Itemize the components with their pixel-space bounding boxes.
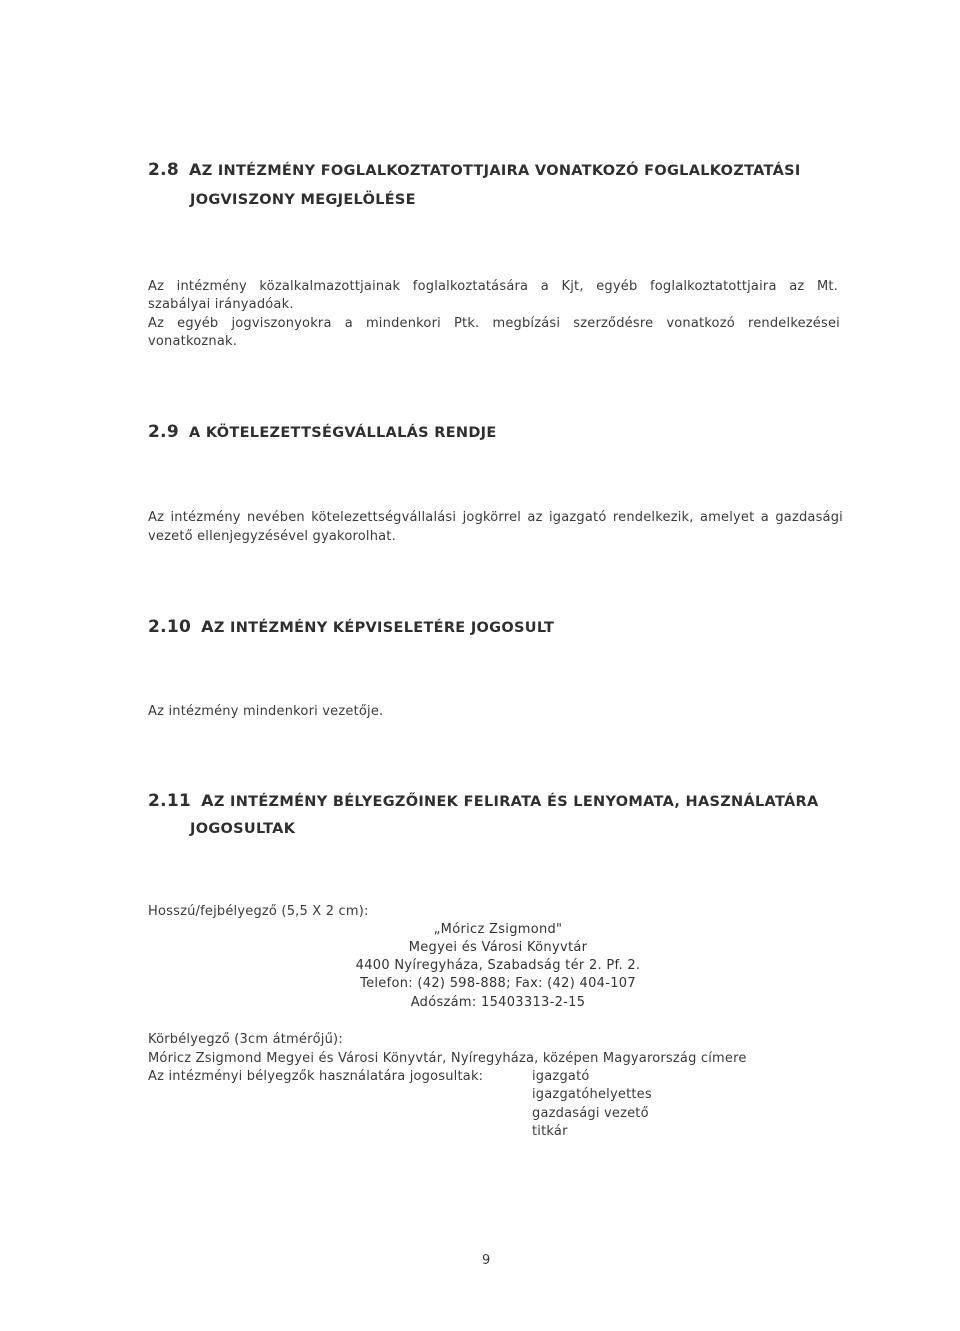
long-stamp-line: 4400 Nyíregyháza, Szabadság tér 2. Pf. 2. — [355, 958, 641, 973]
stamp-user: gazdasági vezető — [532, 1106, 649, 1121]
section-number: 2.10 — [148, 617, 192, 637]
stamp-user: titkár — [532, 1124, 568, 1139]
round-stamp-label: Körbélyegző (3cm átmérőjű): — [148, 1032, 343, 1047]
section-2-11-heading: 2.11 AZ INTÉZMÉNY BÉLYEGZŐINEK FELIRATA ÉS LENYOMATA, HASZNÁLATÁRA — [148, 791, 819, 811]
section-2-8-para-line: Az egyéb jogviszonyokra a mindenkori Ptk. megbízási szerződésre vonatkozó rendelkezései — [148, 316, 840, 331]
stamp-user: igazgató — [532, 1069, 590, 1084]
section-2-9-heading: 2.9 A KÖTELEZETTSÉGVÁLLALÁS RENDJE — [148, 422, 497, 442]
section-2-10-heading: 2.10 AZ INTÉZMÉNY KÉPVISELETÉRE JOGOSULT — [148, 617, 555, 637]
section-2-8-para-line: szabályai irányadóak. — [148, 297, 294, 312]
long-stamp-line: „Móricz Zsigmond" — [433, 922, 563, 937]
section-2-9-para-line: Az intézmény nevében kötelezettségvállalási jogkörrel az igazgató rendelkezik, amelyet a gazdasági — [148, 510, 843, 525]
section-number: 2.8 — [148, 160, 180, 180]
section-2-8-heading: 2.8 AZ INTÉZMÉNY FOGLALKOZTATOTTJAIRA VONATKOZÓ FOGLALKOZTATÁSI — [148, 160, 801, 180]
section-2-8-para-line: Az intézmény közalkalmazottjainak foglalkoztatására a Kjt, egyéb foglalkoztatottjaira az Mt. — [148, 279, 838, 294]
section-number: 2.9 — [148, 422, 180, 442]
long-stamp-label: Hosszú/fejbélyegző (5,5 X 2 cm): — [148, 904, 369, 919]
section-number: 2.11 — [148, 791, 192, 811]
long-stamp-line: Telefon: (42) 598-888; Fax: (42) 404-107 — [360, 976, 636, 991]
stamp-user: igazgatóhelyettes — [532, 1087, 652, 1102]
page-number: 9 — [482, 1253, 491, 1268]
section-2-10-para: Az intézmény mindenkori vezetője. — [148, 704, 384, 719]
section-2-9-para-line: vezető ellenjegyzésével gyakorolhat. — [148, 529, 396, 544]
long-stamp-line: Adószám: 15403313-2-15 — [410, 995, 586, 1010]
section-2-8-para-line: vonatkoznak. — [148, 334, 238, 349]
section-2-8-heading-line2: JOGVISZONY MEGJELÖLÉSE — [190, 192, 416, 208]
long-stamp-line: Megyei és Városi Könyvtár — [408, 940, 588, 955]
stamp-users-label: Az intézményi bélyegzők használatára jogosultak: — [148, 1069, 484, 1084]
round-stamp-text: Móricz Zsigmond Megyei és Városi Könyvtár, Nyíregyháza, középen Magyarország címere — [148, 1051, 747, 1066]
section-2-11-heading-line2: JOGOSULTAK — [190, 821, 296, 837]
